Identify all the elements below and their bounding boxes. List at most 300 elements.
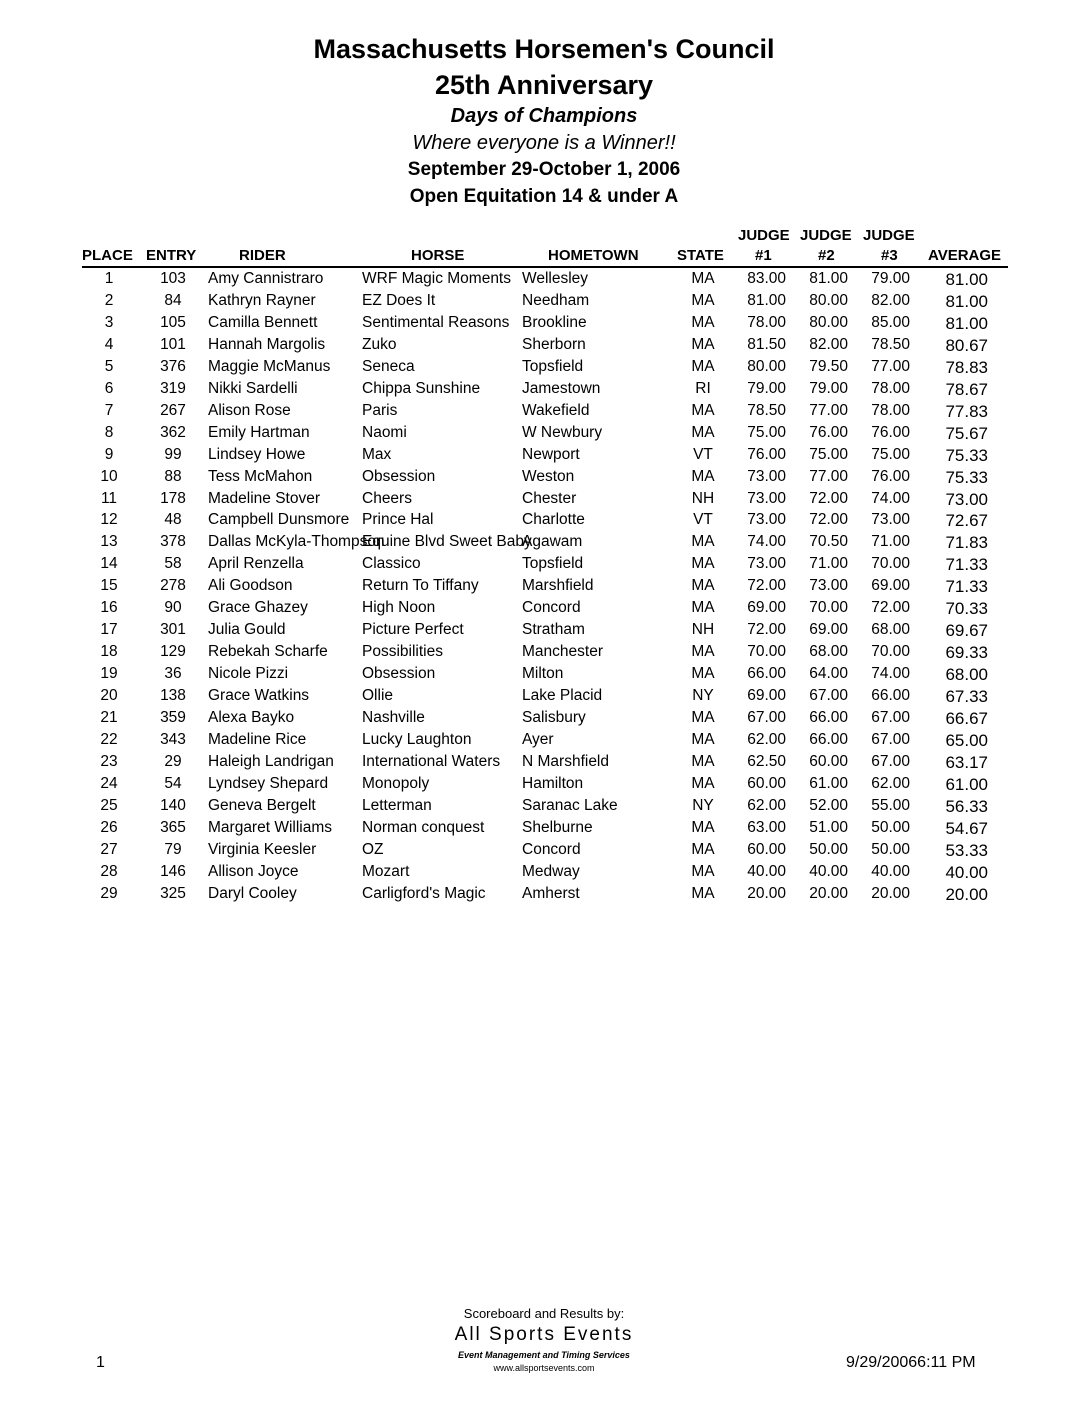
cell-entry: 319 <box>160 379 186 397</box>
cell-place: 19 <box>100 665 118 683</box>
cell-entry: 90 <box>164 599 182 617</box>
cell-hometown: Milton <box>522 665 564 683</box>
cell-place: 15 <box>100 577 118 595</box>
cell-entry: 79 <box>164 840 182 858</box>
cell-state: MA <box>691 862 715 880</box>
cell-rider: Lyndsey Shepard <box>208 774 329 792</box>
cell-rider: Amy Cannistraro <box>208 270 324 287</box>
cell-j3: 82.00 <box>871 291 910 309</box>
cell-place: 17 <box>100 621 118 639</box>
cell-j3: 50.00 <box>871 840 910 858</box>
cell-avg: 81.00 <box>945 313 988 333</box>
cell-hometown: Jamestown <box>522 379 601 397</box>
judge-header-3: JUDGE <box>863 227 915 244</box>
cell-j2: 82.00 <box>809 335 848 353</box>
footer-tagline: Event Management and Timing Services <box>458 1350 630 1360</box>
cell-j1: 20.00 <box>747 884 786 902</box>
cell-place: 3 <box>104 313 114 331</box>
cell-j2: 77.00 <box>809 467 848 485</box>
cell-hometown: Concord <box>522 840 581 858</box>
cell-horse: Seneca <box>362 357 415 375</box>
table-row <box>0 490 1088 512</box>
cell-hometown: Topsfield <box>522 555 584 573</box>
cell-rider: Camilla Bennett <box>208 313 318 331</box>
cell-rider: Hannah Margolis <box>208 335 326 353</box>
cell-j1: 79.00 <box>747 379 786 397</box>
cell-entry: 29 <box>164 752 182 770</box>
cell-entry: 54 <box>164 774 182 792</box>
cell-entry: 138 <box>160 687 186 705</box>
footer-credit: Scoreboard and Results by: <box>463 1306 625 1321</box>
cell-avg: 61.00 <box>945 774 988 794</box>
cell-state: MA <box>691 884 715 902</box>
cell-hometown: Stratham <box>522 621 585 639</box>
table-row <box>0 599 1088 621</box>
cell-place: 7 <box>104 401 114 419</box>
cell-j3: 76.00 <box>871 467 910 485</box>
cell-place: 9 <box>104 445 114 463</box>
cell-rider: Grace Ghazey <box>208 599 308 617</box>
cell-horse: Lucky Laughton <box>362 730 472 748</box>
table-row <box>0 863 1088 885</box>
table-row <box>0 314 1088 336</box>
cell-avg: 63.17 <box>945 752 988 772</box>
table-row <box>0 424 1088 446</box>
cell-rider: Ali Goodson <box>208 577 293 595</box>
cell-state: MA <box>691 357 715 375</box>
cell-state: VT <box>693 511 713 529</box>
cell-j3: 40.00 <box>871 862 910 880</box>
cell-entry: 101 <box>160 335 186 353</box>
cell-state: MA <box>691 533 715 551</box>
cell-rider: Madeline Stover <box>208 489 321 507</box>
cell-j2: 75.00 <box>809 445 848 463</box>
cell-rider: Alison Rose <box>208 401 291 419</box>
cell-j1: 66.00 <box>747 665 786 683</box>
cell-place: 23 <box>100 752 118 770</box>
cell-j2: 66.00 <box>809 730 848 748</box>
cell-horse: Carligford's Magic <box>362 884 486 902</box>
cell-avg: 75.67 <box>945 423 988 443</box>
cell-hometown: Ayer <box>522 730 554 748</box>
cell-avg: 56.33 <box>945 796 988 816</box>
cell-j1: 73.00 <box>747 511 786 529</box>
cell-place: 26 <box>100 818 118 836</box>
table-row <box>0 709 1088 731</box>
table-row <box>0 555 1088 577</box>
cell-hometown: Brookline <box>522 313 587 331</box>
col-header-horse: HORSE <box>411 247 465 264</box>
cell-entry: 365 <box>160 818 186 836</box>
cell-avg: 70.33 <box>945 599 988 619</box>
cell-j2: 72.00 <box>809 489 848 507</box>
cell-j1: 83.00 <box>747 270 786 287</box>
cell-place: 4 <box>104 335 114 353</box>
cell-entry: 84 <box>164 291 182 309</box>
cell-place: 1 <box>104 270 114 287</box>
cell-horse: Chippa Sunshine <box>362 379 481 397</box>
class-name: Open Equitation 14 & under A <box>409 186 679 207</box>
cell-j2: 66.00 <box>809 709 848 726</box>
table-row <box>0 819 1088 841</box>
cell-horse: Monopoly <box>362 774 430 792</box>
cell-j3: 66.00 <box>871 687 910 705</box>
cell-horse: International Waters <box>362 752 501 770</box>
cell-rider: Margaret Williams <box>208 818 333 836</box>
cell-j2: 51.00 <box>809 818 848 836</box>
cell-j1: 62.00 <box>747 730 786 748</box>
cell-entry: 178 <box>160 489 186 507</box>
cell-j1: 80.00 <box>747 357 786 375</box>
cell-horse: Cheers <box>362 489 412 507</box>
cell-horse: Classico <box>362 555 421 573</box>
cell-hometown: Wakefield <box>522 401 590 419</box>
cell-state: MA <box>691 291 715 309</box>
cell-place: 2 <box>104 291 114 309</box>
cell-avg: 71.33 <box>945 577 988 597</box>
cell-state: MA <box>691 818 715 836</box>
cell-hometown: N Marshfield <box>522 752 609 770</box>
cell-j1: 78.50 <box>747 401 786 419</box>
cell-hometown: Manchester <box>522 643 603 661</box>
col-header-place: PLACE <box>82 247 133 264</box>
cell-j1: 73.00 <box>747 467 786 485</box>
cell-entry: 48 <box>164 511 182 529</box>
cell-state: NY <box>692 687 714 705</box>
cell-j2: 73.00 <box>809 577 848 595</box>
cell-rider: Campbell Dunsmore <box>208 511 350 529</box>
cell-place: 6 <box>104 379 114 397</box>
cell-j1: 72.00 <box>747 577 786 595</box>
cell-avg: 71.83 <box>945 533 988 553</box>
cell-j1: 40.00 <box>747 862 786 880</box>
cell-j3: 71.00 <box>871 533 910 551</box>
cell-j3: 76.00 <box>871 423 910 441</box>
cell-horse: Naomi <box>362 423 407 441</box>
cell-j1: 63.00 <box>747 818 786 836</box>
cell-j1: 62.50 <box>747 752 786 770</box>
cell-rider: Julia Gould <box>208 621 286 639</box>
cell-j3: 73.00 <box>871 511 910 529</box>
cell-state: NH <box>691 489 715 507</box>
table-row <box>0 380 1088 402</box>
cell-hometown: Agawam <box>522 533 583 551</box>
cell-entry: 36 <box>164 665 182 683</box>
footer-company-logo: All Sports Events <box>454 1324 634 1345</box>
cell-state: MA <box>691 577 715 595</box>
cell-hometown: Salisbury <box>522 709 586 726</box>
cell-state: MA <box>691 599 715 617</box>
cell-rider: Alexa Bayko <box>208 709 295 726</box>
cell-horse: Mozart <box>362 862 410 880</box>
cell-j2: 77.00 <box>809 401 848 419</box>
table-row <box>0 402 1088 424</box>
cell-rider: Rebekah Scharfe <box>208 643 328 661</box>
cell-place: 25 <box>100 796 118 814</box>
table-row <box>0 511 1088 533</box>
cell-place: 11 <box>100 489 118 507</box>
cell-horse: Picture Perfect <box>362 621 464 639</box>
cell-j3: 67.00 <box>871 709 910 726</box>
cell-entry: 146 <box>160 862 186 880</box>
cell-state: MA <box>691 840 715 858</box>
col-header-judge1: #1 <box>755 247 772 264</box>
cell-place: 24 <box>100 774 118 792</box>
cell-avg: 20.00 <box>945 884 988 904</box>
cell-horse: OZ <box>362 840 384 858</box>
cell-j2: 40.00 <box>809 862 848 880</box>
cell-state: MA <box>691 335 715 353</box>
table-row <box>0 358 1088 380</box>
cell-avg: 73.00 <box>945 489 988 509</box>
cell-entry: 376 <box>160 357 186 375</box>
cell-state: MA <box>691 774 715 792</box>
cell-place: 8 <box>104 423 114 441</box>
cell-j2: 80.00 <box>809 313 848 331</box>
cell-avg: 75.33 <box>945 445 988 465</box>
cell-j1: 78.00 <box>747 313 786 331</box>
cell-j3: 20.00 <box>871 884 910 902</box>
cell-state: VT <box>693 445 713 463</box>
cell-state: NH <box>691 621 715 639</box>
cell-hometown: Sherborn <box>522 335 586 353</box>
event-slogan: Where everyone is a Winner!! <box>412 132 676 154</box>
cell-j3: 78.00 <box>871 379 910 397</box>
cell-j3: 78.50 <box>871 335 910 353</box>
table-row <box>0 270 1088 292</box>
cell-avg: 67.33 <box>945 687 988 707</box>
cell-hometown: Lake Placid <box>522 687 603 705</box>
cell-place: 22 <box>100 730 118 748</box>
cell-avg: 80.67 <box>945 335 988 355</box>
cell-j2: 60.00 <box>809 752 848 770</box>
table-row <box>0 753 1088 775</box>
cell-rider: Grace Watkins <box>208 687 310 705</box>
col-header-hometown: HOMETOWN <box>548 247 639 264</box>
cell-j2: 72.00 <box>809 511 848 529</box>
cell-entry: 140 <box>160 796 186 814</box>
cell-horse: Norman conquest <box>362 818 485 836</box>
cell-entry: 103 <box>160 270 186 287</box>
cell-j3: 67.00 <box>871 752 910 770</box>
cell-rider: Lindsey Howe <box>208 445 306 463</box>
cell-avg: 81.00 <box>945 291 988 311</box>
table-row <box>0 336 1088 358</box>
col-header-rider: RIDER <box>239 247 286 264</box>
cell-j1: 73.00 <box>747 489 786 507</box>
cell-hometown: Needham <box>522 291 590 309</box>
col-header-judge3: #3 <box>881 247 898 264</box>
cell-j3: 72.00 <box>871 599 910 617</box>
cell-state: MA <box>691 752 715 770</box>
print-timestamp: 9/29/20066:11 PM <box>846 1354 976 1371</box>
cell-j2: 69.00 <box>809 621 848 639</box>
event-name: Days of Champions <box>450 105 638 127</box>
cell-j1: 81.50 <box>747 335 786 353</box>
cell-entry: 301 <box>160 621 186 639</box>
table-row <box>0 621 1088 643</box>
cell-entry: 362 <box>160 423 186 441</box>
cell-horse: Prince Hal <box>362 511 434 529</box>
cell-place: 13 <box>100 533 118 551</box>
cell-entry: 378 <box>160 533 186 551</box>
header-divider <box>82 266 1008 268</box>
cell-hometown: Charlotte <box>522 511 585 529</box>
cell-avg: 53.33 <box>945 840 988 860</box>
cell-hometown: Chester <box>522 489 577 507</box>
table-row <box>0 841 1088 863</box>
cell-j1: 81.00 <box>747 291 786 309</box>
table-row <box>0 775 1088 797</box>
cell-j2: 64.00 <box>809 665 848 683</box>
cell-avg: 69.67 <box>945 621 988 641</box>
cell-place: 16 <box>100 599 118 617</box>
cell-horse: Obsession <box>362 467 436 485</box>
cell-hometown: Saranac Lake <box>522 796 618 814</box>
cell-j3: 78.00 <box>871 401 910 419</box>
cell-j2: 50.00 <box>809 840 848 858</box>
cell-j3: 55.00 <box>871 796 910 814</box>
page-number: 1 <box>96 1354 105 1371</box>
cell-j2: 76.00 <box>809 423 848 441</box>
cell-j1: 69.00 <box>747 599 786 617</box>
cell-hometown: Weston <box>522 467 575 485</box>
cell-place: 10 <box>100 467 118 485</box>
cell-horse: Max <box>362 445 392 463</box>
cell-state: NY <box>692 796 714 814</box>
cell-entry: 88 <box>164 467 182 485</box>
cell-state: RI <box>695 379 711 397</box>
cell-j3: 68.00 <box>871 621 910 639</box>
table-row <box>0 468 1088 490</box>
cell-avg: 40.00 <box>945 862 988 882</box>
cell-horse: High Noon <box>362 599 436 617</box>
cell-j3: 74.00 <box>871 665 910 683</box>
table-row <box>0 665 1088 687</box>
cell-hometown: Concord <box>522 599 581 617</box>
cell-horse: Obsession <box>362 665 436 683</box>
cell-j1: 72.00 <box>747 621 786 639</box>
cell-avg: 75.33 <box>945 467 988 487</box>
cell-j1: 70.00 <box>747 643 786 661</box>
cell-avg: 72.67 <box>945 511 988 531</box>
cell-j3: 75.00 <box>871 445 910 463</box>
cell-j2: 79.50 <box>809 357 848 375</box>
cell-avg: 71.33 <box>945 555 988 575</box>
cell-j2: 81.00 <box>809 270 848 287</box>
cell-rider: Tess McMahon <box>208 467 313 485</box>
cell-place: 21 <box>100 709 118 726</box>
cell-place: 18 <box>100 643 118 661</box>
cell-hometown: W Newbury <box>522 423 603 441</box>
cell-hometown: Hamilton <box>522 774 584 792</box>
cell-hometown: Wellesley <box>522 270 589 287</box>
cell-rider: Emily Hartman <box>208 423 310 441</box>
cell-horse: Possibilities <box>362 643 443 661</box>
judge-header-2: JUDGE <box>800 227 852 244</box>
cell-j2: 79.00 <box>809 379 848 397</box>
table-row <box>0 797 1088 819</box>
table-row <box>0 533 1088 555</box>
cell-j2: 71.00 <box>809 555 848 573</box>
cell-entry: 58 <box>164 555 182 573</box>
cell-avg: 77.83 <box>945 401 988 421</box>
cell-rider: Nicole Pizzi <box>208 665 289 683</box>
cell-j3: 50.00 <box>871 818 910 836</box>
cell-place: 29 <box>100 884 118 902</box>
cell-place: 12 <box>100 511 118 529</box>
cell-avg: 54.67 <box>945 818 988 838</box>
cell-entry: 267 <box>160 401 186 419</box>
col-header-judge2: #2 <box>818 247 835 264</box>
cell-place: 27 <box>100 840 118 858</box>
cell-j2: 61.00 <box>809 774 848 792</box>
cell-j2: 52.00 <box>809 796 848 814</box>
table-row <box>0 885 1088 907</box>
cell-state: MA <box>691 665 715 683</box>
cell-entry: 99 <box>164 445 182 463</box>
cell-state: MA <box>691 401 715 419</box>
cell-j3: 77.00 <box>871 357 910 375</box>
cell-j1: 67.00 <box>747 709 786 726</box>
cell-hometown: Amherst <box>522 884 580 902</box>
cell-rider: Madeline Rice <box>208 730 307 748</box>
table-row <box>0 731 1088 753</box>
cell-j3: 62.00 <box>871 774 910 792</box>
cell-place: 20 <box>100 687 118 705</box>
cell-rider: Haleigh Landrigan <box>208 752 334 770</box>
cell-horse: Sentimental Reasons <box>362 313 510 331</box>
cell-avg: 68.00 <box>945 665 988 685</box>
cell-state: MA <box>691 467 715 485</box>
cell-rider: Daryl Cooley <box>208 884 297 902</box>
cell-avg: 69.33 <box>945 643 988 663</box>
cell-place: 14 <box>100 555 118 573</box>
cell-j1: 62.00 <box>747 796 786 814</box>
col-header-state: STATE <box>677 247 724 264</box>
judge-header-1: JUDGE <box>738 227 790 244</box>
cell-rider: Maggie McManus <box>208 357 331 375</box>
cell-j3: 70.00 <box>871 643 910 661</box>
cell-j2: 80.00 <box>809 291 848 309</box>
cell-horse: EZ Does It <box>362 291 436 309</box>
cell-hometown: Newport <box>522 445 580 463</box>
cell-entry: 129 <box>160 643 186 661</box>
cell-j2: 70.50 <box>809 533 848 551</box>
cell-j2: 67.00 <box>809 687 848 705</box>
cell-rider: Virginia Keesler <box>208 840 317 858</box>
cell-j1: 76.00 <box>747 445 786 463</box>
cell-avg: 78.67 <box>945 379 988 399</box>
cell-rider: April Renzella <box>208 555 304 573</box>
cell-state: MA <box>691 270 715 287</box>
cell-j3: 67.00 <box>871 730 910 748</box>
table-row <box>0 292 1088 314</box>
table-row <box>0 446 1088 468</box>
cell-horse: Nashville <box>362 709 425 726</box>
cell-avg: 78.83 <box>945 357 988 377</box>
document-subtitle: 25th Anniversary <box>434 70 654 100</box>
cell-state: MA <box>691 643 715 661</box>
cell-j2: 20.00 <box>809 884 848 902</box>
cell-j3: 85.00 <box>871 313 910 331</box>
cell-state: MA <box>691 555 715 573</box>
cell-rider: Geneva Bergelt <box>208 796 316 814</box>
cell-avg: 65.00 <box>945 730 988 750</box>
cell-horse: WRF Magic Moments <box>362 270 511 287</box>
cell-state: MA <box>691 423 715 441</box>
cell-j1: 60.00 <box>747 840 786 858</box>
